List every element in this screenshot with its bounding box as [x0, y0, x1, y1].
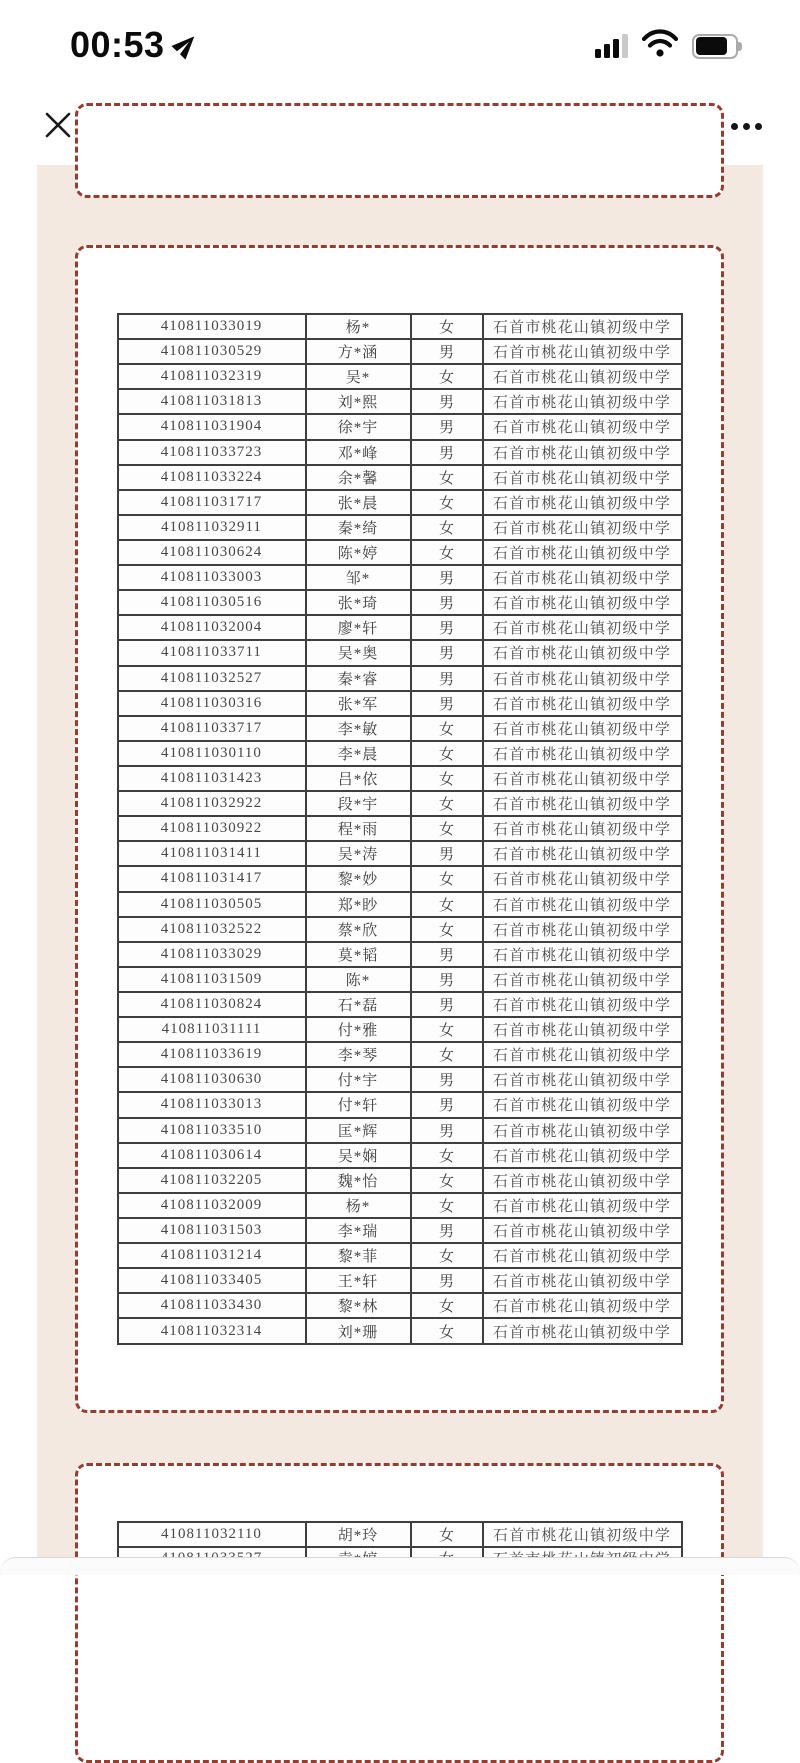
cell-school: 石首市桃花山镇初级中学 [483, 791, 682, 816]
wifi-icon [642, 30, 678, 62]
table-row [118, 1017, 682, 1042]
student-table [117, 313, 683, 1345]
table-row [118, 741, 682, 766]
cell-exam-id: 410811032527 [118, 666, 306, 691]
cell-exam-id: 410811032004 [118, 615, 306, 640]
table-row [118, 465, 682, 490]
cell-gender: 男 [411, 1218, 483, 1243]
table-row [118, 1118, 682, 1143]
cell-gender: 男 [411, 1067, 483, 1092]
table-row [118, 364, 682, 389]
table-row [118, 540, 682, 565]
cell-school: 石首市桃花山镇初级中学 [483, 1293, 682, 1318]
cell-gender: 女 [411, 1042, 483, 1067]
cell-school: 石首市桃花山镇初级中学 [483, 640, 682, 665]
cell-name: 莫*韬 [306, 942, 411, 967]
dashed-section-previous [75, 103, 724, 198]
cell-name: 陈*婷 [306, 540, 411, 565]
cell-name: 吴* [306, 364, 411, 389]
cell-exam-id: 410811033717 [118, 716, 306, 741]
cell-school: 石首市桃花山镇初级中学 [483, 866, 682, 891]
cell-name: 陈* [306, 967, 411, 992]
table-row [118, 892, 682, 917]
location-arrow-icon [173, 32, 199, 58]
table-row [118, 917, 682, 942]
table-row [118, 1168, 682, 1193]
cell-exam-id: 410811033224 [118, 465, 306, 490]
cell-exam-id: 410811030529 [118, 339, 306, 364]
cell-gender: 女 [411, 540, 483, 565]
cell-exam-id: 410811033430 [118, 1293, 306, 1318]
cell-gender: 女 [411, 314, 483, 339]
ellipsis-dot [743, 123, 750, 130]
document-scroll-area[interactable] [0, 164, 800, 1575]
table-row [118, 389, 682, 414]
cell-name: 杨* [306, 314, 411, 339]
cell-school: 石首市桃花山镇初级中学 [483, 389, 682, 414]
table-row [118, 490, 682, 515]
cell-gender: 男 [411, 1118, 483, 1143]
cell-gender: 女 [411, 917, 483, 942]
cell-school: 石首市桃花山镇初级中学 [483, 1067, 682, 1092]
cell-gender: 女 [411, 766, 483, 791]
cell-name: 廖*轩 [306, 615, 411, 640]
cell-name: 石*磊 [306, 992, 411, 1017]
cell-name: 王*轩 [306, 1268, 411, 1293]
cell-name: 黎*菲 [306, 1243, 411, 1268]
status-icons-group [595, 30, 744, 62]
cell-gender: 男 [411, 389, 483, 414]
cell-school: 石首市桃花山镇初级中学 [483, 942, 682, 967]
status-time-group [70, 24, 199, 66]
cell-exam-id: 410811031423 [118, 766, 306, 791]
cell-name: 蔡*欣 [306, 917, 411, 942]
table-row [118, 1243, 682, 1268]
cell-exam-id: 410811033510 [118, 1118, 306, 1143]
cell-exam-id: 410811031417 [118, 866, 306, 891]
cell-gender: 女 [411, 1168, 483, 1193]
cell-gender: 女 [411, 1318, 483, 1344]
cell-exam-id: 410811033013 [118, 1092, 306, 1117]
cell-exam-id: 410811033723 [118, 440, 306, 465]
cell-school: 石首市桃花山镇初级中学 [483, 741, 682, 766]
table-row [118, 1067, 682, 1092]
bottom-sheet-edge [0, 1557, 800, 1575]
cell-exam-id: 410811032009 [118, 1193, 306, 1218]
cell-school: 石首市桃花山镇初级中学 [483, 1522, 682, 1547]
ellipsis-dot [731, 123, 738, 130]
cell-school: 石首市桃花山镇初级中学 [483, 1092, 682, 1117]
cell-gender: 男 [411, 666, 483, 691]
cell-exam-id: 410811030316 [118, 691, 306, 716]
table-row [118, 1143, 682, 1168]
cell-exam-id: 410811030505 [118, 892, 306, 917]
table-row [118, 992, 682, 1017]
cell-gender: 女 [411, 892, 483, 917]
cell-exam-id: 410811033711 [118, 640, 306, 665]
cell-name: 张*军 [306, 691, 411, 716]
cell-gender: 女 [411, 1243, 483, 1268]
cell-name: 程*雨 [306, 816, 411, 841]
table-row [118, 440, 682, 465]
cell-exam-id: 410811032319 [118, 364, 306, 389]
cell-exam-id: 410811033029 [118, 942, 306, 967]
cell-school: 石首市桃花山镇初级中学 [483, 1168, 682, 1193]
table-row [118, 791, 682, 816]
cell-name: 刘*珊 [306, 1318, 411, 1344]
cell-gender: 男 [411, 691, 483, 716]
cell-exam-id: 410811031214 [118, 1243, 306, 1268]
cell-name: 秦*睿 [306, 666, 411, 691]
cell-name: 段*宇 [306, 791, 411, 816]
table-row [118, 967, 682, 992]
cell-name: 黎*妙 [306, 866, 411, 891]
cell-school: 石首市桃花山镇初级中学 [483, 1268, 682, 1293]
cell-school: 石首市桃花山镇初级中学 [483, 314, 682, 339]
cell-gender: 男 [411, 640, 483, 665]
cell-name: 刘*熙 [306, 389, 411, 414]
table-row [118, 1218, 682, 1243]
cell-gender: 女 [411, 1293, 483, 1318]
cell-name: 郑*眇 [306, 892, 411, 917]
cell-school: 石首市桃花山镇初级中学 [483, 590, 682, 615]
cell-name: 方*涵 [306, 339, 411, 364]
cell-name: 徐*宇 [306, 414, 411, 439]
cell-school: 石首市桃花山镇初级中学 [483, 1318, 682, 1344]
cell-gender: 男 [411, 414, 483, 439]
cell-gender: 男 [411, 565, 483, 590]
cell-gender: 男 [411, 967, 483, 992]
table-row [118, 666, 682, 691]
cell-school: 石首市桃花山镇初级中学 [483, 1243, 682, 1268]
cell-exam-id: 410811031813 [118, 389, 306, 414]
cell-name: 张*晨 [306, 490, 411, 515]
cell-gender: 女 [411, 465, 483, 490]
cellular-signal-icon [595, 34, 628, 58]
table-row [118, 766, 682, 791]
table-row [118, 1318, 682, 1344]
cell-school: 石首市桃花山镇初级中学 [483, 691, 682, 716]
cell-gender: 女 [411, 364, 483, 389]
cell-exam-id: 410811031717 [118, 490, 306, 515]
cell-gender: 女 [411, 741, 483, 766]
table-row [118, 1193, 682, 1218]
cell-exam-id: 410811033019 [118, 314, 306, 339]
cell-exam-id: 410811033003 [118, 565, 306, 590]
cell-school: 石首市桃花山镇初级中学 [483, 515, 682, 540]
table-row [118, 590, 682, 615]
cell-name: 邹* [306, 565, 411, 590]
table-row [118, 942, 682, 967]
cell-exam-id: 410811031509 [118, 967, 306, 992]
cell-school: 石首市桃花山镇初级中学 [483, 716, 682, 741]
cell-name: 付*雅 [306, 1017, 411, 1042]
status-time: 00:53 [70, 24, 165, 65]
cell-exam-id: 410811030922 [118, 816, 306, 841]
table-row [118, 1293, 682, 1318]
cell-exam-id: 410811030630 [118, 1067, 306, 1092]
cell-name: 李*敏 [306, 716, 411, 741]
cell-name: 秦*绮 [306, 515, 411, 540]
cell-name: 余*馨 [306, 465, 411, 490]
dashed-section-current [75, 245, 724, 1413]
cell-exam-id: 410811032922 [118, 791, 306, 816]
cell-school: 石首市桃花山镇初级中学 [483, 841, 682, 866]
cell-exam-id: 410811032205 [118, 1168, 306, 1193]
battery-icon [692, 34, 744, 59]
cell-gender: 女 [411, 716, 483, 741]
cell-school: 石首市桃花山镇初级中学 [483, 1143, 682, 1168]
cell-school: 石首市桃花山镇初级中学 [483, 1017, 682, 1042]
cell-exam-id: 410811030516 [118, 590, 306, 615]
table-row [118, 615, 682, 640]
cell-gender: 男 [411, 942, 483, 967]
cell-name: 邓*峰 [306, 440, 411, 465]
cell-gender: 女 [411, 1017, 483, 1042]
cell-school: 石首市桃花山镇初级中学 [483, 766, 682, 791]
close-button[interactable] [36, 104, 80, 148]
cell-gender: 女 [411, 1522, 483, 1547]
cell-gender: 男 [411, 992, 483, 1017]
document-page [37, 165, 763, 1557]
cell-exam-id: 410811032522 [118, 917, 306, 942]
cell-gender: 男 [411, 339, 483, 364]
table-row [118, 1268, 682, 1293]
table-row [118, 314, 682, 339]
cell-exam-id: 410811033619 [118, 1042, 306, 1067]
cell-gender: 女 [411, 866, 483, 891]
cell-school: 石首市桃花山镇初级中学 [483, 615, 682, 640]
cell-name: 李*晨 [306, 741, 411, 766]
cell-gender: 男 [411, 1268, 483, 1293]
cell-name: 匡*辉 [306, 1118, 411, 1143]
cell-exam-id: 410811032110 [118, 1522, 306, 1547]
cell-name: 付*宇 [306, 1067, 411, 1092]
cell-exam-id: 410811033405 [118, 1268, 306, 1293]
table-row [118, 640, 682, 665]
cell-exam-id: 410811030824 [118, 992, 306, 1017]
cell-name: 付*轩 [306, 1092, 411, 1117]
cell-gender: 女 [411, 515, 483, 540]
student-table-body [118, 314, 682, 1344]
cell-school: 石首市桃花山镇初级中学 [483, 1218, 682, 1243]
cell-name: 吴*奥 [306, 640, 411, 665]
cell-gender: 男 [411, 615, 483, 640]
cell-school: 石首市桃花山镇初级中学 [483, 540, 682, 565]
cell-school: 石首市桃花山镇初级中学 [483, 565, 682, 590]
table-row [118, 414, 682, 439]
table-row [118, 866, 682, 891]
cell-school: 石首市桃花山镇初级中学 [483, 1118, 682, 1143]
cell-name: 李*琴 [306, 1042, 411, 1067]
table-row [118, 515, 682, 540]
cell-exam-id: 410811031411 [118, 841, 306, 866]
table-row [118, 716, 682, 741]
cell-exam-id: 410811031904 [118, 414, 306, 439]
cell-name: 胡*玲 [306, 1522, 411, 1547]
cell-school: 石首市桃花山镇初级中学 [483, 440, 682, 465]
cell-name: 张*琦 [306, 590, 411, 615]
cell-exam-id: 410811032911 [118, 515, 306, 540]
cell-exam-id: 410811032314 [118, 1318, 306, 1344]
cell-name: 吴*娴 [306, 1143, 411, 1168]
cell-school: 石首市桃花山镇初级中学 [483, 892, 682, 917]
cell-exam-id: 410811031111 [118, 1017, 306, 1042]
cell-gender: 女 [411, 1143, 483, 1168]
cell-gender: 女 [411, 1193, 483, 1218]
cell-gender: 男 [411, 590, 483, 615]
cell-name: 吕*依 [306, 766, 411, 791]
cell-school: 石首市桃花山镇初级中学 [483, 992, 682, 1017]
cell-name: 吴*涛 [306, 841, 411, 866]
cell-gender: 女 [411, 490, 483, 515]
cell-school: 石首市桃花山镇初级中学 [483, 490, 682, 515]
cell-school: 石首市桃花山镇初级中学 [483, 339, 682, 364]
table-row [118, 816, 682, 841]
cell-school: 石首市桃花山镇初级中学 [483, 967, 682, 992]
cell-name: 李*瑞 [306, 1218, 411, 1243]
cell-school: 石首市桃花山镇初级中学 [483, 666, 682, 691]
cell-gender: 男 [411, 440, 483, 465]
table-row [118, 691, 682, 716]
ellipsis-dot [755, 123, 762, 130]
cell-exam-id: 410811030614 [118, 1143, 306, 1168]
cell-gender: 女 [411, 816, 483, 841]
table-row [118, 1522, 682, 1547]
cell-name: 杨* [306, 1193, 411, 1218]
status-bar [0, 0, 800, 92]
cell-gender: 男 [411, 841, 483, 866]
cell-school: 石首市桃花山镇初级中学 [483, 414, 682, 439]
dashed-section-next [75, 1463, 724, 1763]
table-row [118, 339, 682, 364]
cell-school: 石首市桃花山镇初级中学 [483, 1193, 682, 1218]
cell-school: 石首市桃花山镇初级中学 [483, 917, 682, 942]
cell-gender: 男 [411, 1092, 483, 1117]
cell-exam-id: 410811031503 [118, 1218, 306, 1243]
cell-name: 黎*林 [306, 1293, 411, 1318]
cell-exam-id: 410811030110 [118, 741, 306, 766]
cell-school: 石首市桃花山镇初级中学 [483, 364, 682, 389]
cell-school: 石首市桃花山镇初级中学 [483, 816, 682, 841]
cell-school: 石首市桃花山镇初级中学 [483, 1042, 682, 1067]
cell-exam-id: 410811030624 [118, 540, 306, 565]
table-row [118, 1042, 682, 1067]
table-row [118, 565, 682, 590]
cell-name: 魏*怡 [306, 1168, 411, 1193]
table-row [118, 841, 682, 866]
more-options-button[interactable] [722, 106, 770, 146]
cell-school: 石首市桃花山镇初级中学 [483, 465, 682, 490]
cell-gender: 女 [411, 791, 483, 816]
table-row [118, 1092, 682, 1117]
